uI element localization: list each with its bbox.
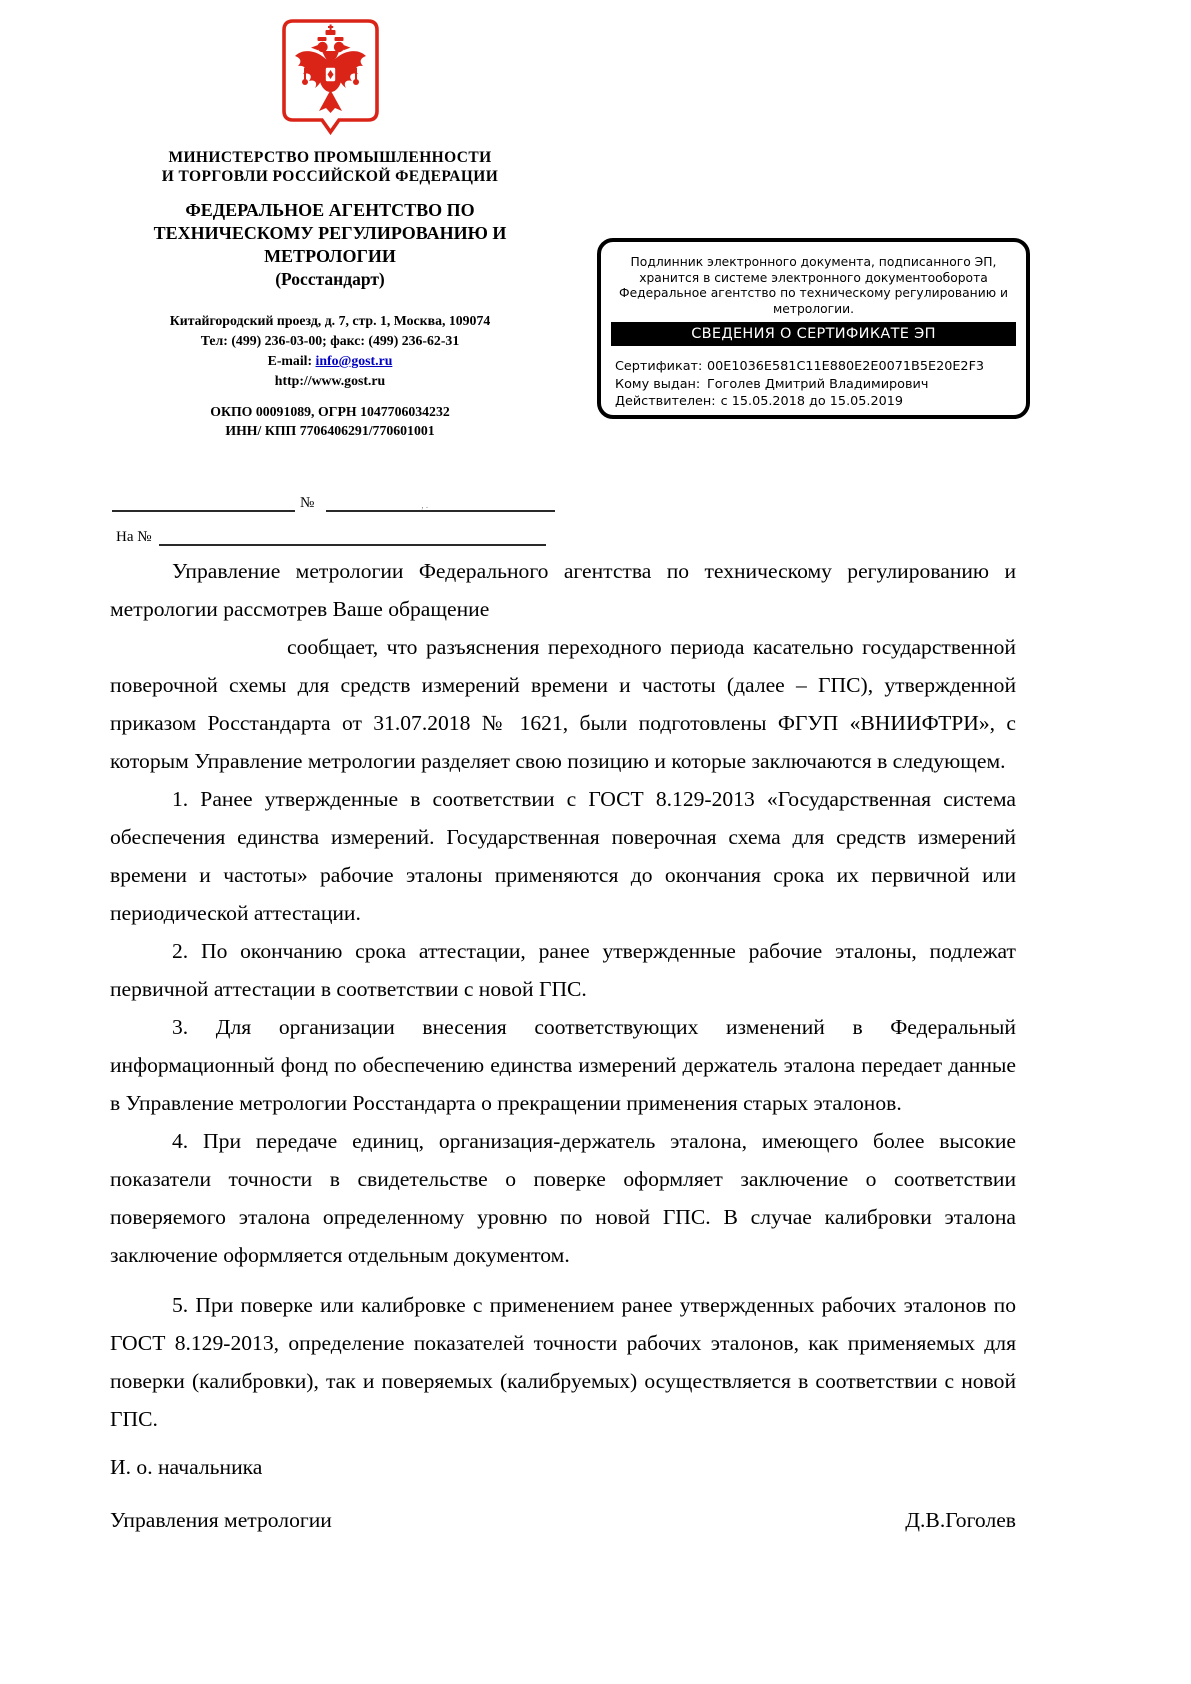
certificate-info-header: СВЕДЕНИЯ О СЕРТИФИКАТЕ ЭП bbox=[611, 322, 1016, 346]
incoming-number-row bbox=[116, 527, 546, 546]
phone-line: Тел: (499) 236-03-00; факс: (499) 236-62-31 bbox=[200, 333, 460, 348]
paragraph-item-1: 1. Ранее утвержденные в соответствии с ГОСТ 8.129-2013 «Государственная система обеспечения единства измерений. Государственная поверочная схема для средств измерений времени и частоты» рабочие эталоны применяются до окончания срока их первичной или периодической аттестации. bbox=[110, 787, 1016, 925]
certificate-details bbox=[615, 358, 1018, 411]
agency-name bbox=[95, 199, 565, 268]
double-headed-eagle-icon bbox=[281, 18, 380, 138]
date-blank-line bbox=[112, 494, 295, 512]
issued-to-value: Гоголев Дмитрий Владимирович bbox=[707, 376, 929, 392]
signer-row bbox=[110, 1501, 1016, 1539]
number-blank-line bbox=[326, 494, 555, 512]
issued-to-row bbox=[615, 376, 1018, 394]
paragraph-item-2: 2. По окончанию срока аттестации, ранее утвержденные рабочие эталоны, подлежат первичной аттестации в соответствии с новой ГПС. bbox=[110, 939, 1016, 1001]
agency-line2: ТЕХНИЧЕСКОМУ РЕГУЛИРОВАНИЮ И bbox=[153, 223, 507, 243]
contact-block bbox=[95, 311, 565, 391]
validity-label: Действителен: bbox=[615, 394, 716, 409]
email-label: E-mail: bbox=[267, 353, 316, 368]
ministry-line1: МИНИСТЕРСТВО ПРОМЫШЛЕННОСТИ bbox=[168, 149, 492, 166]
letterhead bbox=[95, 14, 565, 440]
number-sign: № bbox=[300, 495, 315, 511]
paragraph-item-3: 3. Для организации внесения соответствующих изменений в Федеральный информационный фонд по обеспечению единства измерений держатель эталона передает данные в Управление метрологии Росстандарта о прекращении применения старых эталонов. bbox=[110, 1015, 1016, 1115]
stamp-intro-line1: Подлинник электронного документа, подписанного ЭП, bbox=[630, 255, 997, 269]
coat-of-arms-emblem bbox=[281, 18, 380, 138]
faint-scan-mark: , . bbox=[421, 500, 429, 510]
letter-body bbox=[110, 552, 1016, 1539]
incoming-number-blank-line bbox=[159, 527, 546, 546]
agency-line1: ФЕДЕРАЛЬНОЕ АГЕНТСТВО ПО bbox=[185, 200, 475, 220]
signer-name: Д.В.Гоголев bbox=[905, 1508, 1016, 1532]
outgoing-number-row bbox=[112, 494, 555, 512]
email-line bbox=[95, 351, 565, 371]
registration-codes bbox=[95, 402, 565, 440]
okpo-ogrn-line: ОКПО 00091089, ОГРН 1047706034232 bbox=[210, 404, 450, 419]
signer-position-line1: И. о. начальника bbox=[110, 1455, 263, 1479]
ministry-name bbox=[95, 148, 565, 186]
signature-block bbox=[110, 1448, 1016, 1539]
paragraph-item-5: 5. При поверке или калибровке с применением ранее утвержденных рабочих эталонов по ГОСТ 8.129-2013, определение показателей точности рабочих эталонов, как применяемых для поверки (калибровки), так и поверяемых (калибруемых) осуществляется в соответствии с новой ГПС. bbox=[110, 1293, 1016, 1431]
inn-kpp-line: ИНН/ КПП 7706406291/770601001 bbox=[225, 423, 435, 438]
e-signature-stamp bbox=[597, 238, 1030, 419]
paragraph-message: сообщает, что разъяснения переходного периода касательно государственной поверочной схемы для средств измерений времени и частоты (далее – ГПС), утвержденной приказом Росстандарта от 31.07.2018 № 1621, были подготовлены ФГУП «ВНИИФТРИ», с которым Управление метрологии разделяет свою позицию и которые заключаются в следующем. bbox=[110, 635, 1016, 773]
paragraph-item-4: 4. При передаче единиц, организация-держатель эталона, имеющего более высокие показатели точности в свидетельстве о поверке оформляет заключение о соответствии поверяемого эталона определенному уровню по новой ГПС. В случае калибровки эталона заключение оформляется отдельным документом. bbox=[110, 1129, 1016, 1267]
stamp-intro-line4: метрологии. bbox=[772, 301, 855, 316]
validity-row bbox=[615, 393, 1018, 411]
paragraph-intro: Управление метрологии Федерального агентства по техническому регулированию и метрологии рассмотрев Ваше обращение bbox=[110, 559, 1016, 621]
agency-line3: МЕТРОЛОГИИ bbox=[264, 246, 396, 266]
stamp-intro-line2: хранится в системе электронного документооборота bbox=[639, 270, 988, 285]
issued-to-label: Кому выдан: bbox=[615, 376, 701, 392]
address-line: Китайгородский проезд, д. 7, стр. 1, Москва, 109074 bbox=[169, 313, 491, 328]
validity-value: с 15.05.2018 до 15.05.2019 bbox=[720, 394, 904, 409]
certificate-label: Сертификат: bbox=[615, 359, 703, 374]
agency-short-name: (Росстандарт) bbox=[275, 269, 385, 289]
stamp-intro-line3: Федеральное агентство по техническому регулированию и bbox=[619, 286, 1008, 300]
website-line: http://www.gost.ru bbox=[274, 373, 386, 388]
email-link[interactable]: info@gost.ru bbox=[315, 353, 393, 368]
signer-position-line2: Управления метрологии bbox=[110, 1508, 332, 1532]
stamp-intro-text bbox=[609, 255, 1018, 317]
ministry-line2: И ТОРГОВЛИ РОССИЙСКОЙ ФЕДЕРАЦИИ bbox=[161, 168, 499, 185]
on-number-label: На № bbox=[116, 529, 152, 545]
certificate-number-row bbox=[615, 358, 1018, 376]
certificate-value: 00E1036E581C11E880E2E0071B5E20E2F3 bbox=[707, 359, 985, 374]
